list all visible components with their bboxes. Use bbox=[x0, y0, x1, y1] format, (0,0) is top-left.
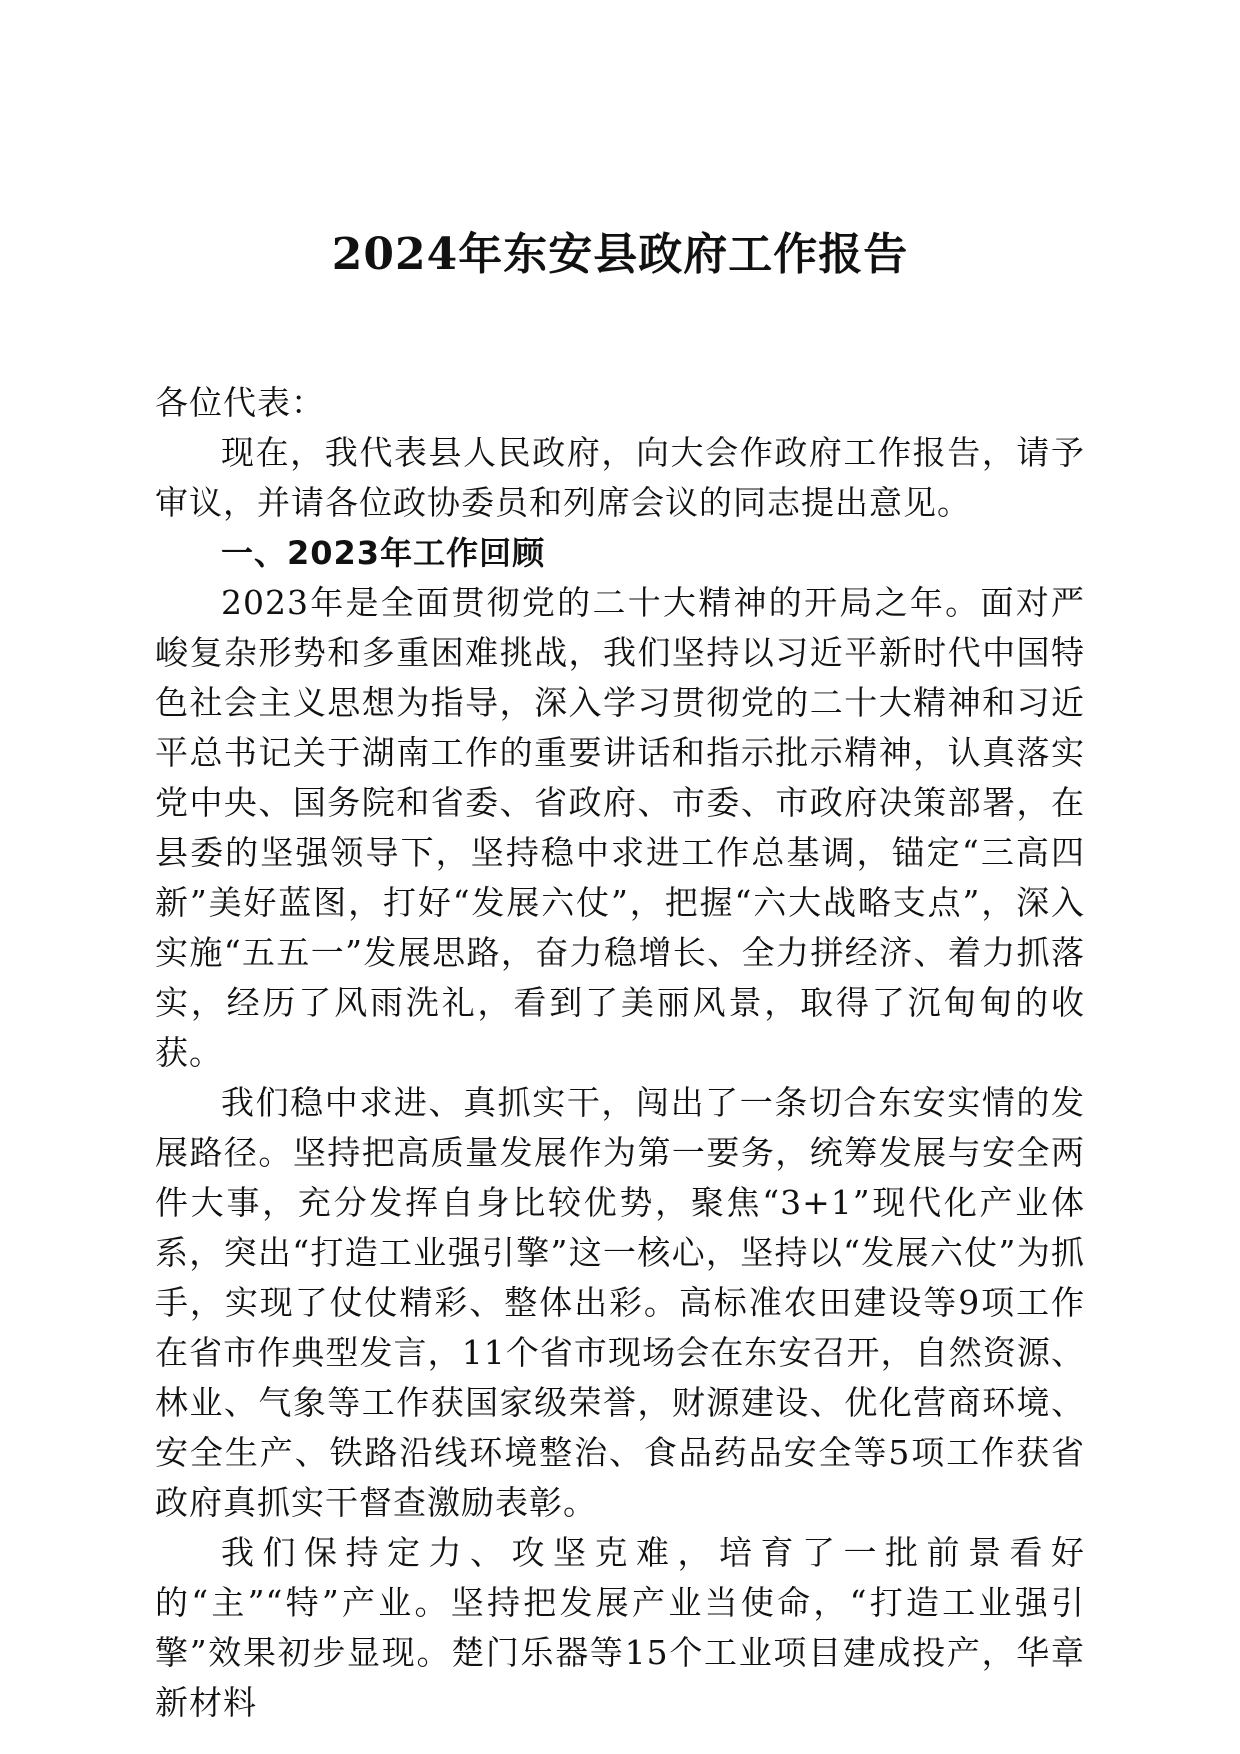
salutation: 各位代表： bbox=[155, 383, 325, 422]
body-paragraph: 我们稳中求进、真抓实干，闯出了一条切合东安实情的发展路径。坚持把高质量发展作为第一要务，统筹发展与安全两件大事，充分发挥自身比较优势，聚焦“3+1”现代化产业体系，突出“打造工业强引擎”这一核心，坚持以“发展六仗”为抓手，实现了仗仗精彩、整体出彩。高标准农田建设等9项工作在省市作典型发言，11个省市现场会在东安召开，自然资源、林业、气象等工作获国家级荣誉，财源建设、优化营商环境、安全生产、铁路沿线环境整治、食品药品安全等5项工作获省政府真抓实干督查激励表彰。 bbox=[155, 1083, 1085, 1522]
body-paragraph: 我们保持定力、攻坚克难，培育了一批前景看好的“主”“特”产业。坚持把发展产业当使命，“打造工业强引擎”效果初步显现。楚门乐器等15个工业项目建成投产，华章新材料 bbox=[155, 1533, 1085, 1722]
opening-paragraph: 现在，我代表县人民政府，向大会作政府工作报告，请予审议，并请各位政协委员和列席会议的同志提出意见。 bbox=[155, 433, 1085, 522]
page-title: 2024年东安县政府工作报告 bbox=[331, 229, 909, 280]
body-paragraph: 2023年是全面贯彻党的二十大精神的开局之年。面对严峻复杂形势和多重困难挑战，我们坚持以习近平新时代中国特色社会主义思想为指导，深入学习贯彻党的二十大精神和习近平总书记关于湖南工作的重要讲话和指示批示精神，认真落实党中央、国务院和省委、省政府、市委、市政府决策部署，在县委的坚强领导下，坚持稳中求进工作总基调，锚定“三高四新”美好蓝图，打好“发展六仗”，把握“六大战略支点”，深入实施“五五一”发展思路，奋力稳增长、全力拼经济、着力抓落实，经历了风雨洗礼，看到了美丽风景，取得了沉甸甸的收获。 bbox=[155, 583, 1085, 1072]
report-body bbox=[155, 378, 1085, 1728]
section-heading: 一、2023年工作回顾 bbox=[221, 534, 546, 572]
